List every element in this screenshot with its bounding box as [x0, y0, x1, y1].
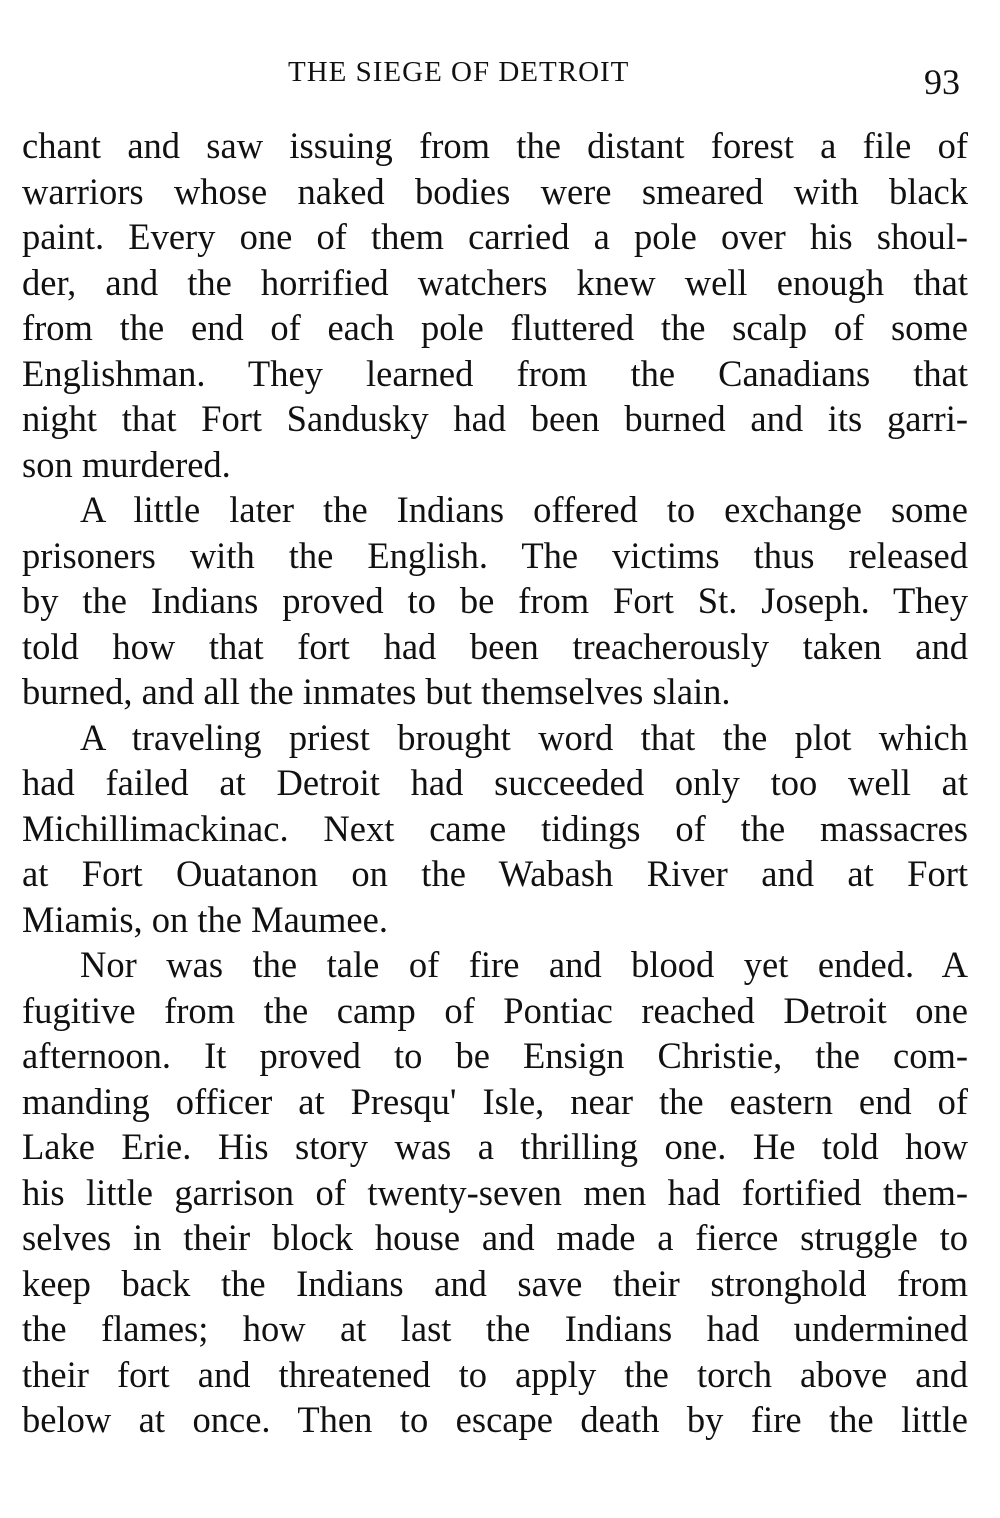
- text-line: der, and the horrified watchers knew well enough that: [22, 261, 968, 303]
- text-line: his little garrison of twenty-seven men had fortified them-: [22, 1171, 968, 1213]
- text-line: prisoners with the English. The victims thus released: [22, 534, 968, 576]
- running-head: [0, 52, 1000, 102]
- text-line: the flames; how at last the Indians had undermined: [22, 1308, 968, 1349]
- text-line: Lake Erie. His story was a thrilling one. He told how: [22, 1126, 968, 1167]
- text-line: son murdered.: [22, 443, 231, 485]
- text-line: chant and saw issuing from the distant forest a file of: [22, 125, 968, 166]
- text-line: below at once. Then to escape death by fire the little: [22, 1399, 968, 1440]
- text-line: paint. Every one of them carried a pole over his shoul-: [22, 216, 968, 257]
- text-line: burned, and all the inmates but themselves slain.: [22, 671, 731, 712]
- paragraph-first-line: A little later the Indians offered to exchange some: [80, 489, 968, 530]
- running-title: THE SIEGE OF DETROIT: [288, 56, 630, 88]
- text-line: selves in their block house and made a fierce struggle to: [22, 1217, 968, 1258]
- page-number: 93: [924, 62, 960, 102]
- text-line: warriors whose naked bodies were smeared with black: [22, 170, 968, 212]
- text-line: from the end of each pole fluttered the scalp of some: [22, 307, 968, 348]
- text-line: Miamis, on the Maumee.: [22, 898, 388, 940]
- text-line: keep back the Indians and save their stronghold from: [22, 1262, 968, 1304]
- text-line: at Fort Ouatanon on the Wabash River and at Fort: [22, 853, 968, 894]
- text-line: Englishman. They learned from the Canadians that: [22, 352, 968, 394]
- text-line: night that Fort Sandusky had been burned and its garri-: [22, 398, 968, 439]
- text-line: fugitive from the camp of Pontiac reached Detroit one: [22, 989, 968, 1031]
- text-line: told how that fort had been treacherously taken and: [22, 625, 968, 667]
- paragraph-first-line: A traveling priest brought word that the plot which: [80, 716, 968, 758]
- paragraph-first-line: Nor was the tale of fire and blood yet ended. A: [80, 944, 968, 985]
- text-line: afternoon. It proved to be Ensign Christie, the com-: [22, 1035, 968, 1076]
- text-line: had failed at Detroit had succeeded only too well at: [22, 762, 968, 803]
- text-line: manding officer at Presqu' Isle, near the eastern end of: [22, 1080, 968, 1122]
- text-line: by the Indians proved to be from Fort St. Joseph. They: [22, 580, 968, 621]
- text-line: Michillimackinac. Next came tidings of the massacres: [22, 807, 968, 849]
- body-text: [22, 123, 968, 1443]
- text-line: their fort and threatened to apply the torch above and: [22, 1353, 968, 1395]
